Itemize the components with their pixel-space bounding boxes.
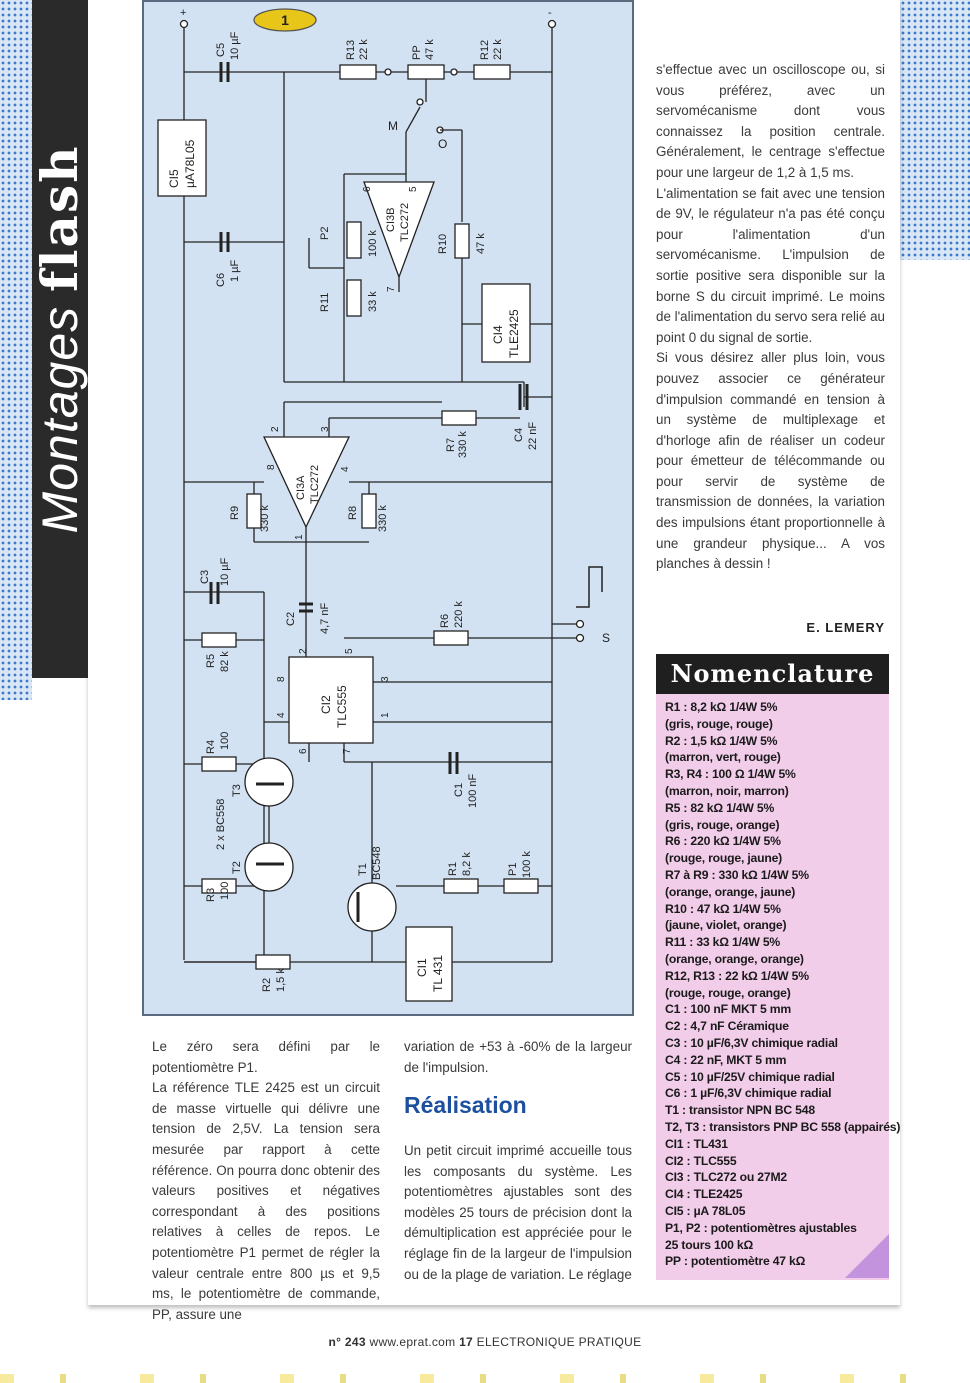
resistor-r11 (347, 280, 361, 316)
pin-label: 8 (276, 676, 287, 682)
nomenclature-line: CI2 : TLC555 (665, 1153, 737, 1168)
value-t1: BC548 (371, 846, 383, 880)
value-r2: 1,5 k (275, 968, 287, 992)
nomenclature-line: (gris, rouge, orange) (665, 817, 780, 832)
figure-badge (254, 9, 316, 31)
potentiometer-pp (408, 65, 444, 79)
nomenclature-line: (jaune, violet, orange) (665, 918, 787, 933)
label-ci4: CI4 (491, 325, 505, 344)
left-dotted-decoration (0, 0, 32, 700)
bottom-left-column-text (152, 1037, 380, 1325)
pulse-symbol (576, 567, 602, 607)
pin-label: 2 (298, 648, 309, 654)
pin-label: 3 (320, 426, 331, 432)
nomenclature-box (656, 654, 901, 1280)
label-c3: C3 (199, 569, 211, 584)
nomenclature-line: (orange, orange, orange) (665, 951, 804, 966)
value-r13: 22 k (358, 39, 370, 60)
author-signature: E. LEMERY (806, 620, 885, 635)
label-c5: C5 (215, 42, 227, 57)
pin-label: 4 (340, 466, 351, 472)
nomenclature-line: 25 tours 100 kΩ (665, 1237, 754, 1252)
value-r8: 330 k (377, 505, 389, 532)
value-ci4: TLE2425 (507, 309, 521, 358)
paragraph: L'alimentation se fait avec une tension de 9V, le régulateur n'a pas été conçu pour l'alimentation d'un servomécanisme. L'impulsion de sortie positive sera disponible sur la borne S du circuit imprimé. Le moins de l'alimentation du servo sera relié au point 0 du signal de sortie. (656, 185, 885, 345)
label-pp: PP (411, 45, 423, 60)
nomenclature-line: R7 à R9 : 330 kΩ 1/4W 5% (665, 867, 809, 882)
pin-label: 1 (294, 534, 305, 540)
nomenclature-line: C3 : 10 µF/6,3V chimique radial (665, 1035, 838, 1050)
nomenclature-line: R12, R13 : 22 kΩ 1/4W 5% (665, 968, 809, 983)
bottom-middle-column-intro (404, 1037, 632, 1078)
value-r4: 100 (219, 731, 231, 750)
bottom-middle-column-text (404, 1141, 632, 1285)
value-ci5: µA78L05 (183, 139, 197, 188)
page-footer (0, 1335, 970, 1349)
section-heading-realisation: Réalisation (404, 1092, 527, 1118)
nomenclature-line: (marron, vert, rouge) (665, 750, 781, 765)
switch-arm (406, 107, 420, 132)
paragraph: Le zéro sera défini par le potentiomètre P1. (152, 1039, 380, 1075)
resistor-r1 (444, 879, 478, 893)
label-r5: R5 (205, 653, 217, 668)
label-r2: R2 (261, 977, 273, 992)
nomenclature-line: C4 : 22 nF, MKT 5 mm (665, 1052, 787, 1067)
nomenclature-line: CI1 : TL431 (665, 1136, 728, 1151)
paragraph: Si vous désirez aller plus loin, vous pouvez associer ce générateur d'impulsion commandé en tension à un système de multiplexage et d'horloge afin de réaliser un codeur pour émetteur de télécommande ou pour servir de système de transmission de données, la variation des impulsions étant proportionnelle à une grandeur physique... A vos planches à dessin ! (656, 350, 885, 572)
value-ci3a: TLC272 (309, 464, 321, 504)
label-p2: P2 (319, 226, 331, 240)
bottom-decoration (0, 1374, 970, 1383)
pin-label: 8 (266, 464, 277, 470)
label-plus: + (180, 7, 187, 19)
value-ci2: TLC555 (335, 685, 349, 728)
value-c6: 1 µF (229, 259, 241, 282)
value-ci3b: TLC272 (399, 202, 411, 242)
nomenclature-line: (rouge, rouge, orange) (665, 985, 791, 1000)
label-r10: R10 (437, 233, 449, 254)
label-r4: R4 (205, 739, 217, 754)
footer-page-number: 17 (459, 1335, 474, 1349)
footer-magazine: ELECTRONIQUE PRATIQUE (476, 1335, 642, 1349)
resistor-r4 (202, 757, 236, 771)
label-r1: R1 (447, 861, 459, 876)
value-c5: 10 µF (229, 31, 241, 60)
nomenclature-line: R5 : 82 kΩ 1/4W 5% (665, 800, 775, 815)
nomenclature-line: P1, P2 : potentiomètres ajustables (665, 1220, 857, 1235)
resistor-r5 (202, 633, 236, 647)
label-ci1: CI1 (415, 958, 429, 977)
transistor-t1 (348, 883, 396, 931)
value-c4: 22 nF (527, 421, 539, 450)
value-ci1: TL 431 (431, 955, 445, 992)
nomenclature-line: C1 : 100 nF MKT 5 mm (665, 1002, 792, 1017)
nomenclature-line: T1 : transistor NPN BC 548 (665, 1103, 815, 1118)
paragraph: s'effectue avec un oscilloscope ou, si vous préférez, avec un servomécanisme dont vous connaissez la position centrale. Généralement, le centrage s'effectue pour une largeur de 1,2 à 1,5 ms. (656, 62, 885, 180)
nomenclature-line: C2 : 4,7 nF Céramique (665, 1019, 789, 1034)
value-c3: 10 µF (219, 557, 231, 586)
nomenclature-line: R10 : 47 kΩ 1/4W 5% (665, 901, 781, 916)
resistor-r7 (442, 411, 476, 425)
transistor-t3 (245, 758, 293, 806)
section-label (32, 145, 88, 534)
value-r1: 8,2 k (461, 852, 473, 876)
nomenclature-line: (orange, orange, jaune) (665, 884, 796, 899)
nomenclature-line: CI5 : µA 78L05 (665, 1203, 746, 1218)
terminal-o (577, 621, 584, 628)
nomenclature-line: R3, R4 : 100 Ω 1/4W 5% (665, 767, 796, 782)
value-r12: 22 k (492, 39, 504, 60)
nomenclature-line: C5 : 10 µF/25V chimique radial (665, 1069, 835, 1084)
resistor-r13 (340, 65, 376, 79)
ic-ci5 (158, 120, 206, 196)
label-r13: R13 (345, 39, 357, 60)
schematic-svg (144, 2, 632, 1014)
label-t1: T1 (357, 863, 369, 876)
resistor-r6 (434, 631, 468, 645)
value-c1: 100 nF (467, 773, 479, 808)
label-r3: R3 (205, 887, 217, 902)
nomenclature-line: CI4 : TLE2425 (665, 1187, 743, 1202)
label-o-top: O (438, 137, 448, 151)
value-p2: 100 k (367, 230, 379, 257)
right-column-text (656, 60, 885, 575)
nomenclature-line: T2, T3 : transistors PNP BC 558 (appairés) (665, 1119, 901, 1134)
value-r6: 220 k (453, 601, 465, 628)
label-t3: T3 (231, 784, 243, 797)
nomenclature-line: R11 : 33 kΩ 1/4W 5% (665, 935, 781, 950)
pin-label: 7 (342, 748, 353, 754)
label-minus: - (548, 7, 552, 19)
nomenclature-list (656, 694, 901, 1270)
label-r6: R6 (439, 613, 451, 628)
resistor-r2 (256, 955, 290, 969)
schematic-diagram (142, 0, 634, 1016)
badge-number: 1 (281, 12, 289, 28)
ic-ci1 (406, 927, 452, 1001)
value-pp: 47 k (424, 39, 436, 60)
section-tab (32, 0, 88, 678)
ic-ci4 (482, 284, 530, 362)
section-label-bold: flash (30, 144, 89, 292)
pin-label: 2 (270, 426, 281, 432)
pin-label: 5 (408, 186, 419, 192)
label-ci2: CI2 (319, 695, 333, 714)
label-c2: C2 (285, 611, 297, 626)
nomenclature-line: (gris, rouge, rouge) (665, 716, 773, 731)
nomenclature-line: C6 : 1 µF/6,3V chimique radial (665, 1086, 832, 1101)
pin-label: 7 (386, 286, 397, 292)
label-r9: R9 (229, 505, 241, 520)
label-c4: C4 (513, 427, 525, 442)
value-t3-t2: 2 x BC558 (215, 798, 227, 850)
label-t2: T2 (231, 861, 243, 874)
paragraph: La référence TLE 2425 est un circuit de masse virtuelle qui délivre une tension de 2,5V. La tension sera mesurée par rapport à cette référence. On pourra donc obtenir des valeurs positives et négatives correspondant à des positions relatives à celles de repos. Le potentiomètre P1 permet de régler la valeur centrale entre 800 µs et 9,5 ms, le potentiomètre de commande, PP, assure une (152, 1080, 380, 1322)
value-r10: 47 k (475, 233, 487, 254)
value-c2: 4,7 nF (319, 602, 331, 634)
pin-label: 6 (298, 748, 309, 754)
footer-site: www.eprat.com (369, 1335, 456, 1349)
nomenclature-line: R1 : 8,2 kΩ 1/4W 5% (665, 700, 778, 714)
value-r3: 100 (219, 881, 231, 900)
value-r11: 33 k (367, 291, 379, 312)
value-r7: 330 k (457, 431, 469, 458)
label-c6: C6 (215, 272, 227, 287)
label-p1: P1 (507, 862, 519, 876)
paragraph: Un petit circuit imprimé accueille tous les composants du système. Les potentiomètres ajustables sont des modèles 25 tours de précision dont la démultiplication est appréciée pour le réglage fin de la largeur de l'impulsion ou de la plage de variation. Le réglage (404, 1143, 632, 1282)
value-r9: 330 k (259, 505, 271, 532)
resistor-r10 (455, 224, 469, 258)
corner-triangle-decoration (843, 1232, 889, 1278)
terminal-positive (181, 21, 188, 28)
terminal-negative (549, 21, 556, 28)
right-dotted-decoration (900, 0, 970, 260)
label-ci3a: CI3A (295, 475, 307, 500)
terminal-s (577, 635, 584, 642)
pin-label: 5 (344, 648, 355, 654)
label-r8: R8 (347, 505, 359, 520)
transistor-t2 (245, 843, 293, 891)
potentiometer-p2 (347, 222, 361, 258)
pin-label: 1 (380, 712, 391, 718)
label-c1: C1 (453, 782, 465, 797)
label-s: S (602, 631, 611, 645)
value-r5: 82 k (219, 651, 231, 672)
pin-label: 3 (380, 676, 391, 682)
label-r7: R7 (445, 437, 457, 452)
nomenclature-line: (rouge, rouge, jaune) (665, 851, 783, 866)
nomenclature-line: R6 : 220 kΩ 1/4W 5% (665, 834, 781, 849)
label-r12: R12 (479, 39, 491, 60)
nomenclature-line: PP : potentiomètre 47 kΩ (665, 1254, 806, 1269)
pin-label: 4 (276, 712, 287, 718)
nomenclature-title: Nomenclature (656, 654, 889, 694)
paragraph: variation de +53 à -60% de la largeur de l'impulsion. (404, 1039, 632, 1075)
value-p1: 100 k (521, 851, 533, 878)
label-r11: R11 (319, 292, 331, 312)
label-ci3b: CI3B (385, 207, 397, 232)
resistor-r12 (474, 65, 510, 79)
label-m: M (388, 119, 398, 133)
section-label-light: Montages (32, 305, 88, 534)
pin-label: 6 (362, 186, 373, 192)
resistor-r8 (362, 494, 376, 528)
potentiometer-p1 (504, 879, 538, 893)
nomenclature-line: (marron, noir, marron) (665, 783, 789, 798)
nomenclature-line: CI3 : TLC272 ou 27M2 (665, 1170, 787, 1185)
label-ci5: CI5 (167, 169, 181, 188)
footer-issue: n° 243 (328, 1335, 366, 1349)
nomenclature-line: R2 : 1,5 kΩ 1/4W 5% (665, 733, 778, 748)
